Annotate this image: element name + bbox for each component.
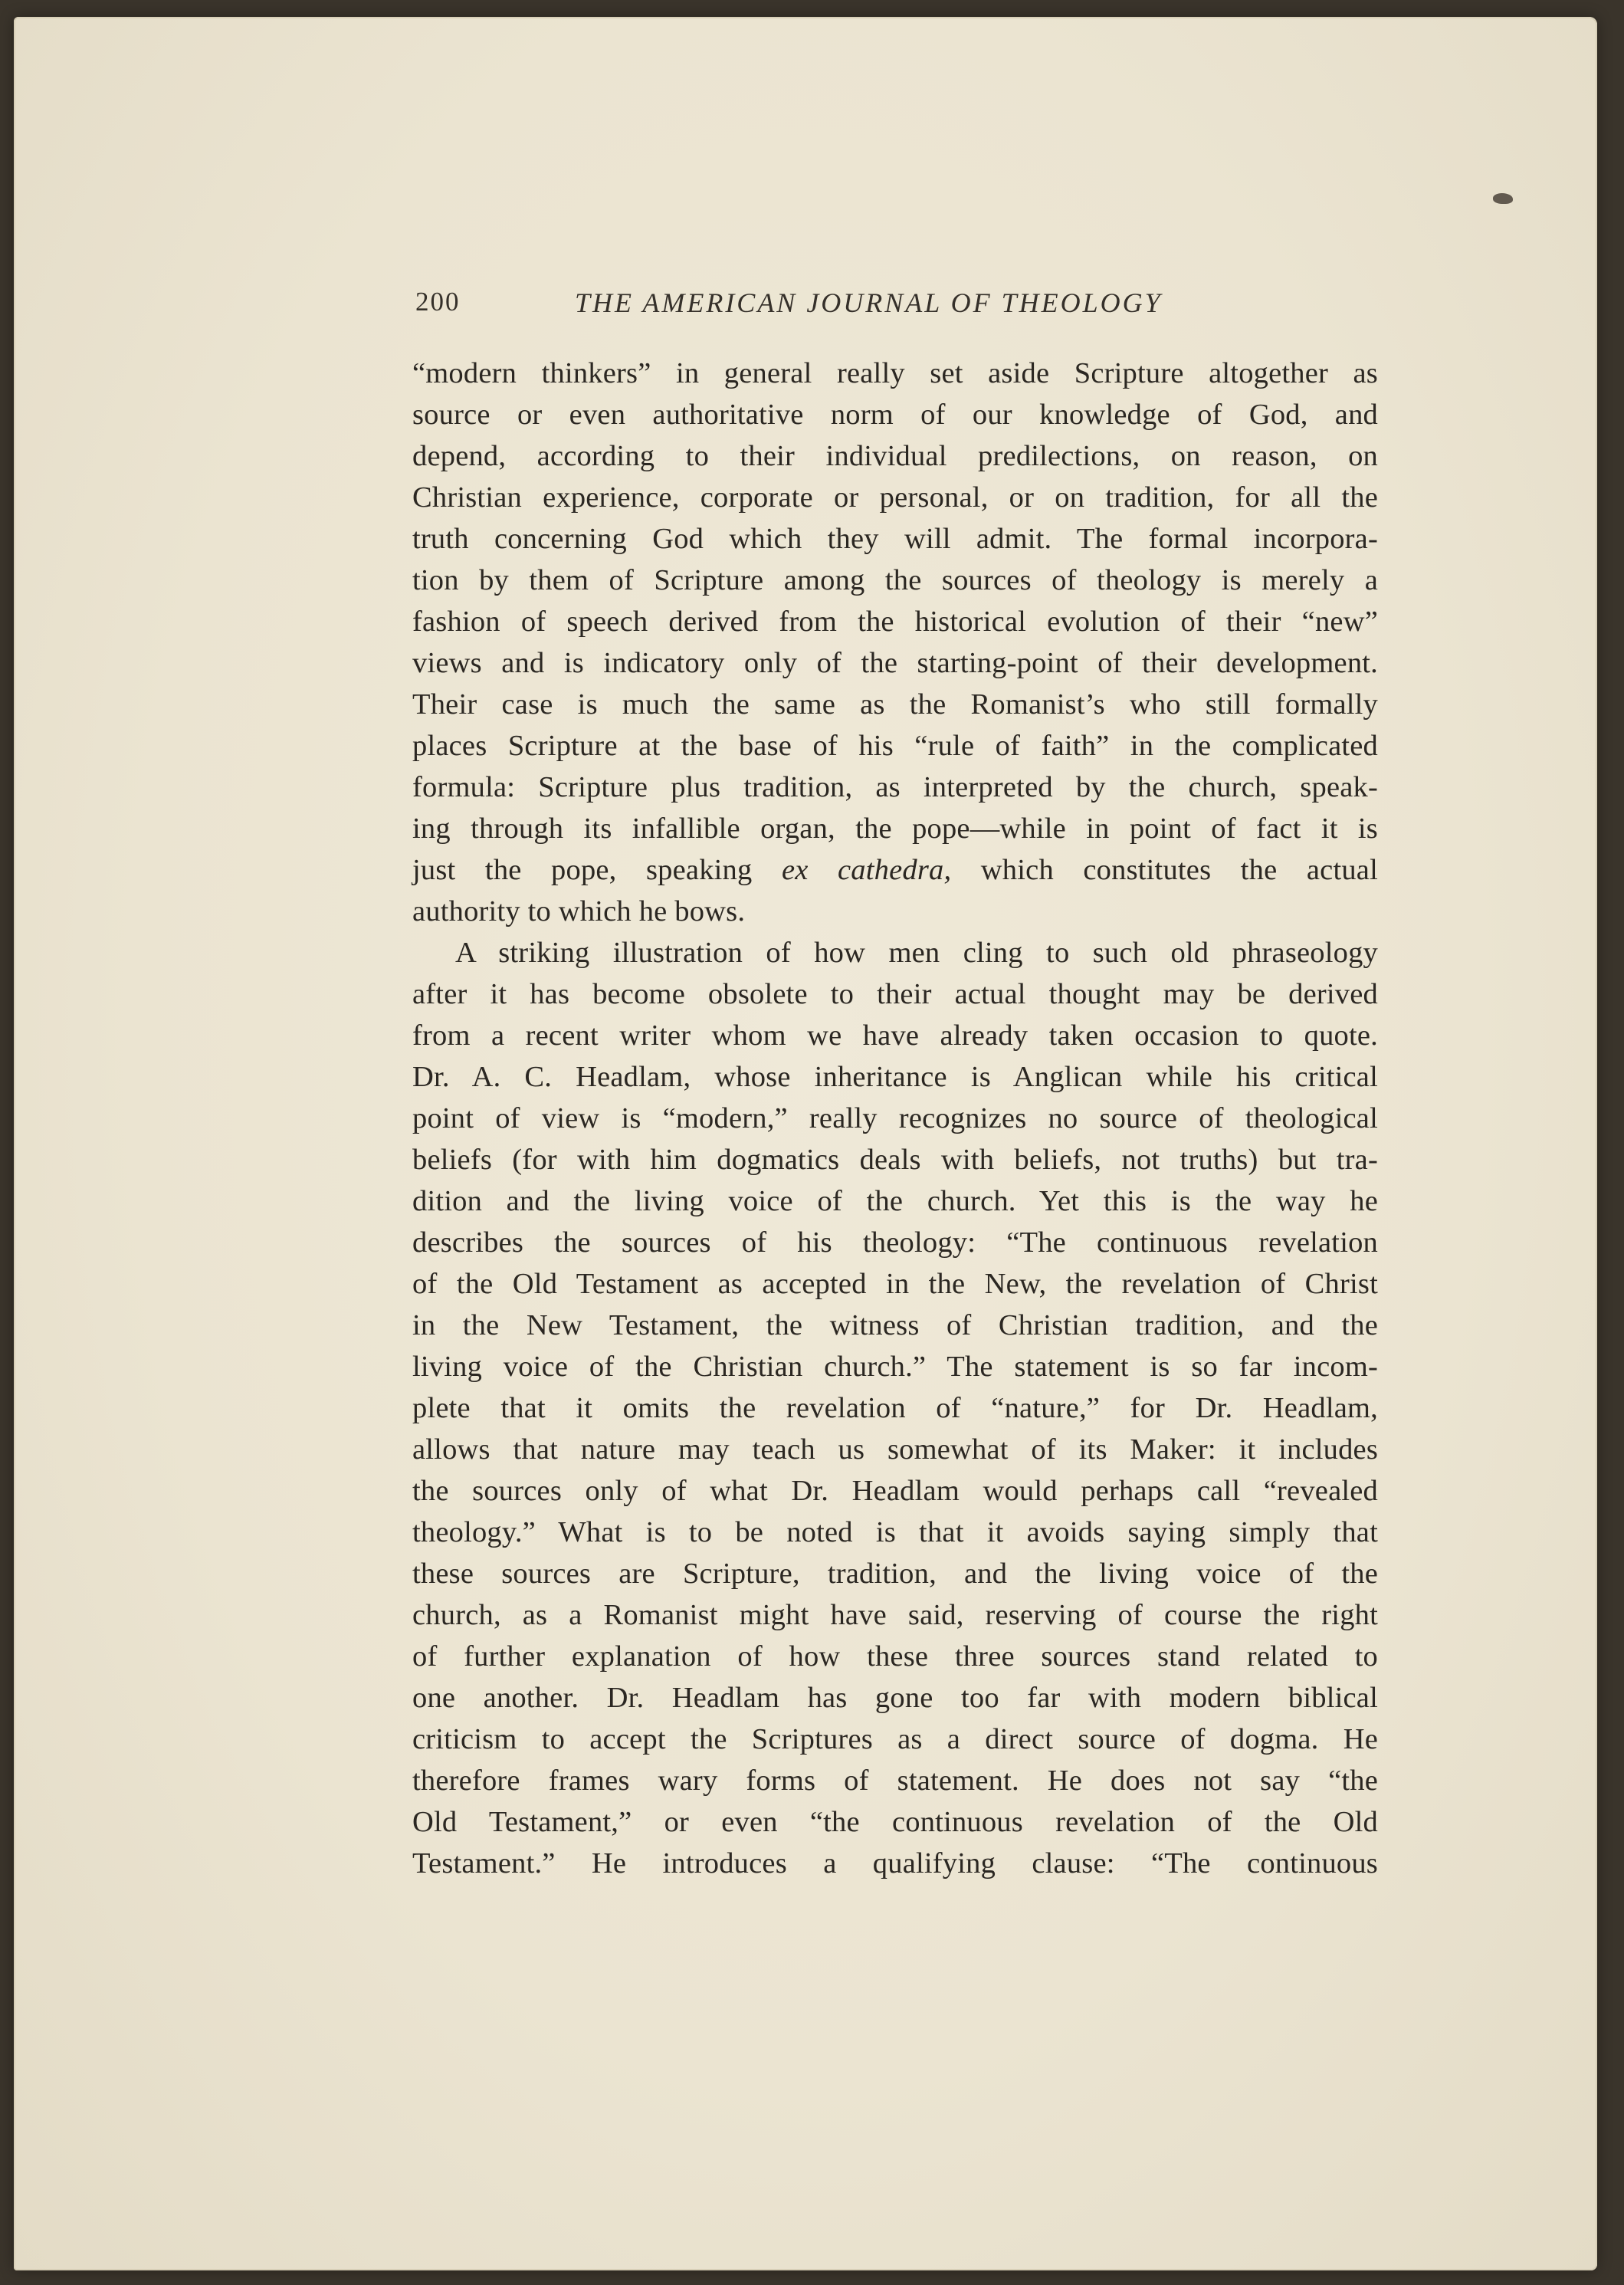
text-line: describes the sources of his theology: “The continuous revelation xyxy=(412,1226,1378,1259)
text-line: fashion of speech derived from the historical evolution of their “new” xyxy=(412,606,1378,638)
text-line: Christian experience, corporate or personal, or on tradition, for all the xyxy=(412,481,1378,514)
text-line: formula: Scripture plus tradition, as interpreted by the church, speak- xyxy=(412,771,1378,803)
text-line: theology.” What is to be noted is that it avoids saying simply that xyxy=(412,1516,1378,1548)
text-line: plete that it omits the revelation of “nature,” for Dr. Headlam, xyxy=(412,1392,1378,1424)
text-line: beliefs (for with him dogmatics deals with beliefs, not truths) but tra- xyxy=(412,1144,1378,1176)
text-line: the sources only of what Dr. Headlam would perhaps call “revealed xyxy=(412,1475,1378,1507)
text-line: Dr. A. C. Headlam, whose inheritance is Anglican while his critical xyxy=(412,1061,1378,1093)
running-header xyxy=(415,287,1378,333)
text-line: living voice of the Christian church.” The statement is so far incom- xyxy=(412,1351,1378,1383)
text-line: after it has become obsolete to their actual thought may be derived xyxy=(412,978,1378,1010)
text-line: truth concerning God which they will admit. The formal incorpora- xyxy=(412,523,1378,555)
text-line: Testament.” He introduces a qualifying clause: “The continuous xyxy=(412,1847,1378,1880)
text-line: Their case is much the same as the Romanist’s who still formally xyxy=(412,688,1378,721)
text-line: in the New Testament, the witness of Christian tradition, and the xyxy=(412,1309,1378,1341)
text-line: these sources are Scripture, tradition, and the living voice of the xyxy=(412,1558,1378,1590)
text-line: places Scripture at the base of his “rule of faith” in the complicated xyxy=(412,730,1378,762)
book-page xyxy=(14,17,1597,2270)
text-line: therefore frames wary forms of statement. He does not say “the xyxy=(412,1765,1378,1797)
text-line: dition and the living voice of the church. Yet this is the way he xyxy=(412,1185,1378,1217)
text-fragment: just the pope, speaking xyxy=(412,854,782,886)
text-line: criticism to accept the Scriptures as a direct source of dogma. He xyxy=(412,1723,1378,1755)
text-line: one another. Dr. Headlam has gone too far with modern biblical xyxy=(412,1682,1378,1714)
text-line: of the Old Testament as accepted in the New, the revelation of Christ xyxy=(412,1268,1378,1300)
text-line: depend, according to their individual predilections, on reason, on xyxy=(412,440,1378,472)
text-line-with-italic xyxy=(412,849,1378,891)
italic-phrase: ex cathedra, xyxy=(781,854,952,886)
paragraph-2 xyxy=(412,932,1378,1884)
text-line: church, as a Romanist might have said, reserving of course the right xyxy=(412,1599,1378,1631)
text-line: ing through its infallible organ, the pope—while in point of fact it is xyxy=(412,813,1378,845)
page-number: 200 xyxy=(415,287,461,317)
journal-title: THE AMERICAN JOURNAL OF THEOLOGY xyxy=(575,287,1163,318)
text-fragment: which constitutes the actual xyxy=(951,854,1378,886)
text-line: “modern thinkers” in general really set aside Scripture altogether as xyxy=(412,357,1378,389)
text-line: A striking illustration of how men cling to such old phraseology xyxy=(455,937,1378,969)
body-text xyxy=(412,353,1378,1884)
text-line: of further explanation of how these three sources stand related to xyxy=(412,1640,1378,1673)
text-line: authority to which he bows. xyxy=(412,895,746,927)
text-line: tion by them of Scripture among the sources of theology is merely a xyxy=(412,564,1378,596)
text-line: views and is indicatory only of the starting-point of their development. xyxy=(412,647,1378,679)
text-line: point of view is “modern,” really recognizes no source of theological xyxy=(412,1102,1378,1134)
ink-blemish xyxy=(1493,193,1513,204)
text-line: from a recent writer whom we have already taken occasion to quote. xyxy=(412,1019,1378,1052)
text-line: source or even authoritative norm of our knowledge of God, and xyxy=(412,399,1378,431)
text-line: allows that nature may teach us somewhat of its Maker: it includes xyxy=(412,1433,1378,1466)
paragraph-1 xyxy=(412,353,1378,932)
text-line: Old Testament,” or even “the continuous revelation of the Old xyxy=(412,1806,1378,1838)
